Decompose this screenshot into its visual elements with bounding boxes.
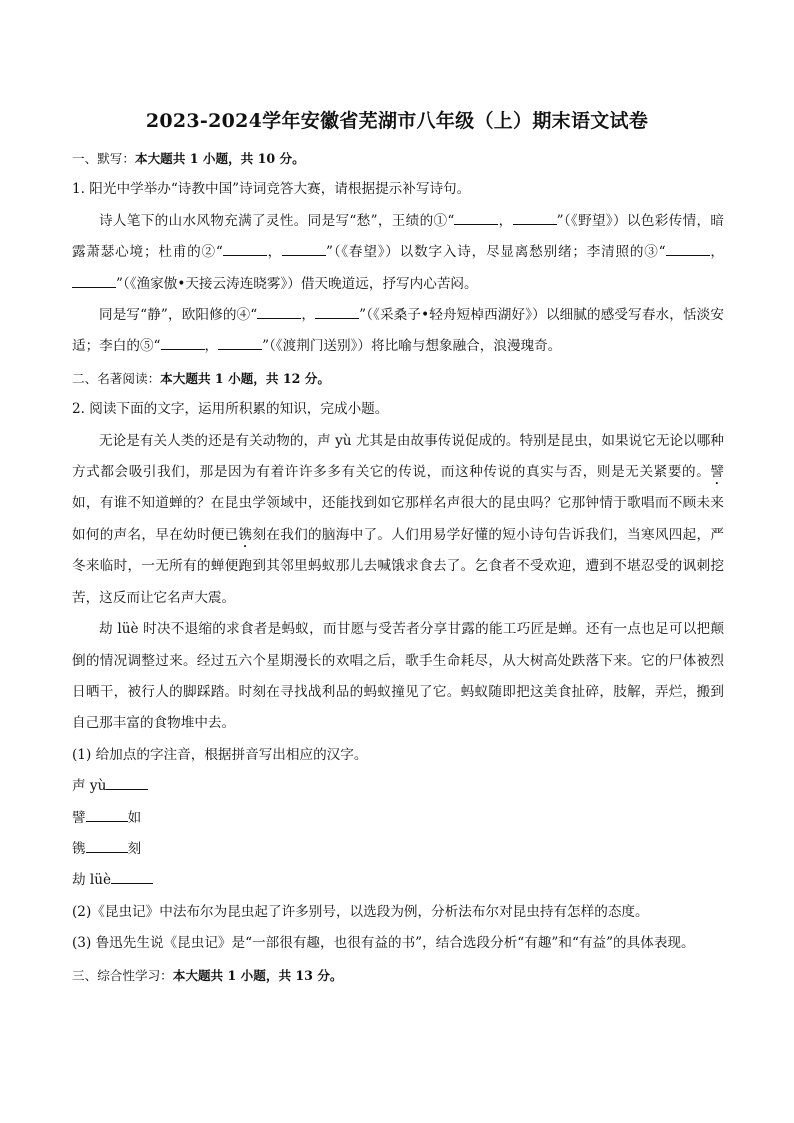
fill-blank-3[interactable] bbox=[86, 840, 128, 853]
answer-blank-1a[interactable] bbox=[454, 212, 498, 225]
answer-blank-5b[interactable] bbox=[218, 337, 262, 350]
answer-blank-4a[interactable] bbox=[257, 306, 301, 319]
fill-item-4: 劫 lüè bbox=[72, 865, 724, 896]
question-1-paragraph-2: 同是写“静”，欧阳修的④“ ， ”（《采桑子•轻舟短棹西湖好》）以细腻的感受写春水，恬淡安适；李白的⑤“ ， ”（《渡荆门送别》）将比喻与想象融合，浪漫瑰奇。 bbox=[72, 307, 724, 355]
answer-blank-4b[interactable] bbox=[315, 306, 359, 319]
section-3-header bbox=[72, 960, 724, 991]
page-title: 2023-2024学年安徽省芜湖市八年级（上）期末语文试卷 bbox=[145, 110, 649, 132]
fill-item-3: 镌 刻 bbox=[72, 840, 142, 857]
answer-blank-5a[interactable] bbox=[161, 337, 205, 350]
dotted-char-juan: 镌 bbox=[238, 526, 253, 543]
sub-question-3: (3) 鲁迅先生说《昆虫记》是“一部很有趣，也很有益的书”，结合选段分析“有趣”和“有益”的具体表现。 bbox=[72, 935, 695, 952]
section-1-prefix: 一、默写： bbox=[72, 151, 135, 166]
answer-blank-3b[interactable] bbox=[72, 275, 116, 288]
reading-passage-paragraph-1: 无论是有关人类的还是有关动物的，声 yù 尤其是由故事传说促成的。特别是昆虫，如果说它无论以哪种方式都会吸引我们，那是因为有着许许多多有关它的传说，而这种传说的真实与否，则是无关紧要的。譬如，有谁不知道蝉的？在昆虫学领域中，还能找到如它那样名声很大的昆虫吗？它那钟情于歌唱而不顾未来如何的声名，早在幼时便已镌刻在我们的脑海中了。人们用易学好懂的短小诗句告诉我们，当寒风四起，严冬来临时，一无所有的蝉便跑到其邻里蚂蚁那儿去喊饿求食去了。乞食者不受欢迎，遭到不堪忍受的讽刺挖苦，这反而让它名声大震。 bbox=[72, 432, 725, 606]
answer-blank-1b[interactable] bbox=[513, 212, 557, 225]
fill-blank-4[interactable] bbox=[111, 871, 153, 884]
answer-blank-3a[interactable] bbox=[666, 243, 710, 256]
section-2-header bbox=[72, 363, 724, 394]
fill-item-1: 声 yù bbox=[72, 771, 724, 802]
reading-passage-paragraph-2: 劫 lüè 时决不退缩的求食者是蚂蚁，而甘愿与受苦者分享甘露的能工巧匠是蝉。还有一点也足可以把颠倒的情况调整过来。经过五六个星期漫长的欢唱之后，歌手生命耗尽，从大树高处跌落下来。它的尸体被烈日晒干，被行人的脚踩踏。时刻在寻找战利品的蚂蚁撞见了它。蚂蚁随即把这美食扯碎，肢解，弄烂，搬到自己那丰富的食物堆中去。 bbox=[72, 621, 724, 732]
question-2-stem: 2. 阅读下面的文字，运用所积累的知识，完成小题。 bbox=[72, 401, 389, 418]
fill-blank-1[interactable] bbox=[106, 777, 148, 790]
answer-blank-2a[interactable] bbox=[223, 243, 267, 256]
sub-question-1: (1) 给加点的字注音，根据拼音写出相应的汉字。 bbox=[72, 746, 368, 763]
section-3-prefix: 三、综合性学习： bbox=[72, 967, 173, 983]
section-3-detail: 本大题共 1 小题，共 13 分。 bbox=[172, 967, 343, 983]
section-2-prefix: 二、名著阅读： bbox=[72, 370, 161, 386]
answer-blank-2b[interactable] bbox=[282, 243, 326, 256]
section-1-detail: 本大题共 1 小题，共 10 分。 bbox=[134, 151, 305, 166]
section-2-detail: 本大题共 1 小题，共 12 分。 bbox=[160, 370, 330, 386]
question-1-paragraph-1: 诗人笔下的山水风物充满了灵性。同是写“愁”，王绩的①“ ， ”（《野望》）以色彩传情，暗露萧瑟心境；杜甫的②“ ， ”（《春望》）以数字入诗，尽显离愁别绪；李清照的③“ ，”（《渔家傲•天接云涛连晓雾》）借天晚道远，抒写内心苦闷。 bbox=[72, 212, 725, 292]
dotted-char-pi: 譬 bbox=[710, 464, 724, 481]
sub-question-2: (2)《昆虫记》中法布尔为昆虫起了许多别号，以选段为例，分析法布尔对昆虫持有怎样的态度。 bbox=[72, 903, 649, 920]
exam-content bbox=[72, 143, 724, 991]
section-1-header bbox=[72, 143, 724, 174]
question-1-stem: 1. 阳光中学举办“诗教中国”诗词竞答大赛，请根据提示补写诗句。 bbox=[72, 181, 471, 198]
fill-blank-2[interactable] bbox=[86, 809, 128, 822]
fill-item-2: 譬 如 bbox=[72, 809, 142, 826]
